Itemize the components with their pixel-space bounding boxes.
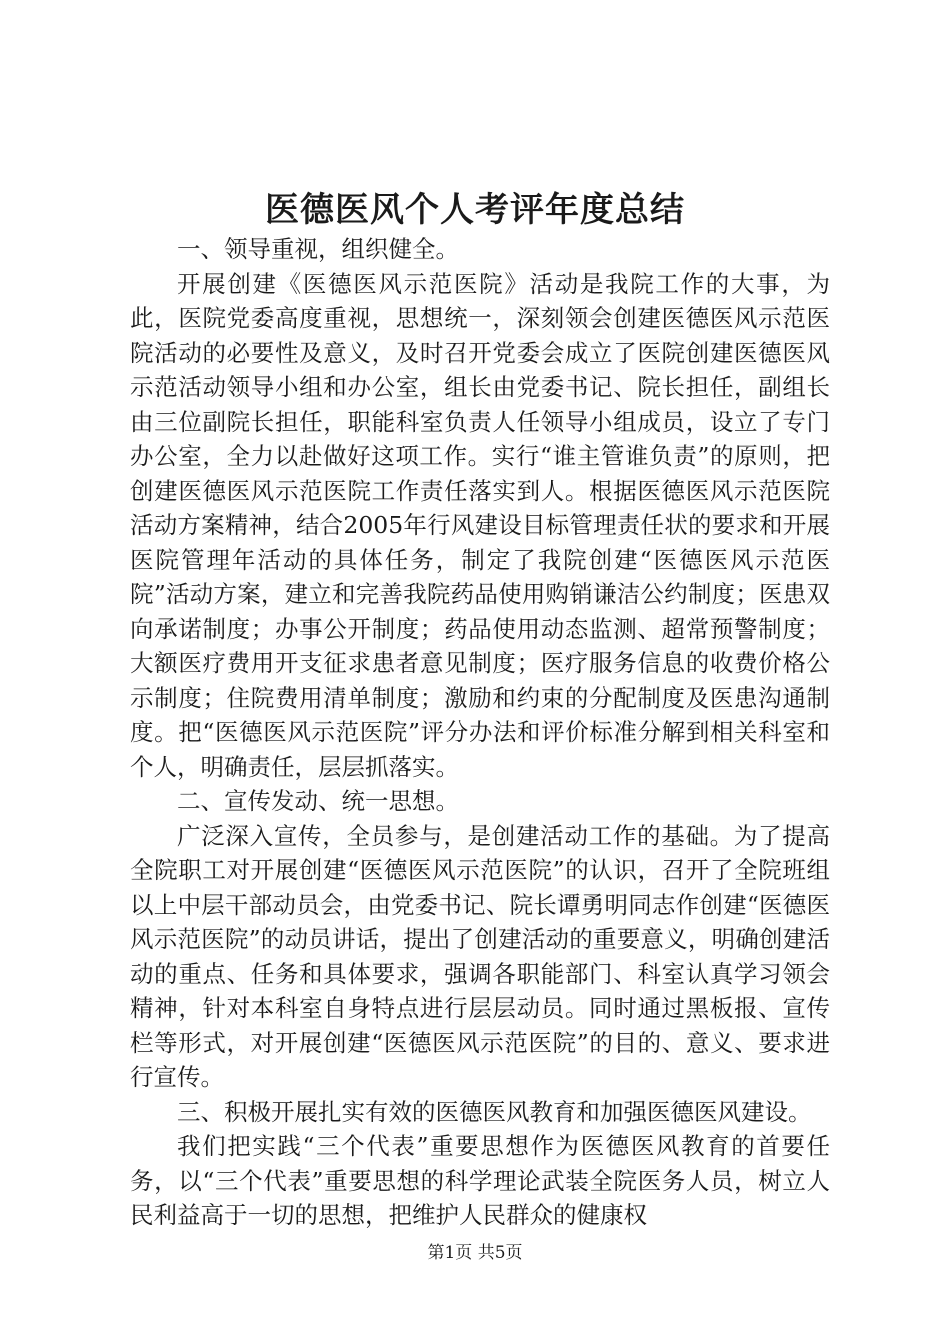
section-heading-3: 三、积极开展扎实有效的医德医风教育和加强医德医风建设。 <box>177 1097 812 1126</box>
paragraph-2: 广泛深入宣传，全员参与，是创建活动工作的基础。为了提高全院职工对开展创建“医德医风示范医院”的认识，召开了全院班组以上中层干部动员会，由党委书记、院长谭勇明同志作创建“医德医风示范医院”的动员讲话，提出了创建活动的重要意义，明确创建活动的重点、任务和具体要求，强调各职能部门、科室认真学习领会精神，针对本科室自身特点进行层层动员。同时通过黑板报、宣传栏等形式，对开展创建“医德医风示范医院”的目的、意义、要求进行宣传。 <box>130 821 830 1091</box>
section-heading-2: 二、宣传发动、统一思想。 <box>177 787 459 815</box>
page-footer: 第1页 共5页 <box>427 1243 523 1263</box>
paragraph-3: 我们把实践“三个代表”重要思想作为医德医风教育的首要任务，以“三个代表”重要思想的科学理论武装全院医务人员，树立人民利益高于一切的思想，把维护人民群众的健康权 <box>130 1132 830 1229</box>
document-title: 医德医风个人考评年度总结 <box>265 190 685 230</box>
section-heading-1: 一、领导重视，组织健全。 <box>177 235 459 263</box>
paragraph-1: 开展创建《医德医风示范医院》活动是我院工作的大事，为此，医院党委高度重视，思想统一，深刻领会创建医德医风示范医院活动的必要性及意义，及时召开党委会成立了医院创建医德医风示范活动领导小组和办公室，组长由党委书记、院长担任，副组长由三位副院长担任，职能科室负责人任领导小组成员，设立了专门办公室，全力以赴做好这项工作。实行“谁主管谁负责”的原则，把创建医德医风示范医院工作责任落实到人。根据医德医风示范医院活动方案精神，结合2005年行风建设目标管理责任状的要求和开展医院管理年活动的具体任务，制定了我院创建“医德医风示范医院”活动方案，建立和完善我院药品使用购销谦洁公约制度；医患双向承诺制度；办事公开制度；药品使用动态监测、超常预警制度；大额医疗费用开支征求患者意见制度；医疗服务信息的收费价格公示制度；住院费用清单制度；激励和约束的分配制度及医患沟通制度。把“医德医风示范医院”评分办法和评价标准分解到相关科室和个人，明确责任，层层抓落实。 <box>130 269 830 781</box>
document-body <box>130 232 830 1233</box>
